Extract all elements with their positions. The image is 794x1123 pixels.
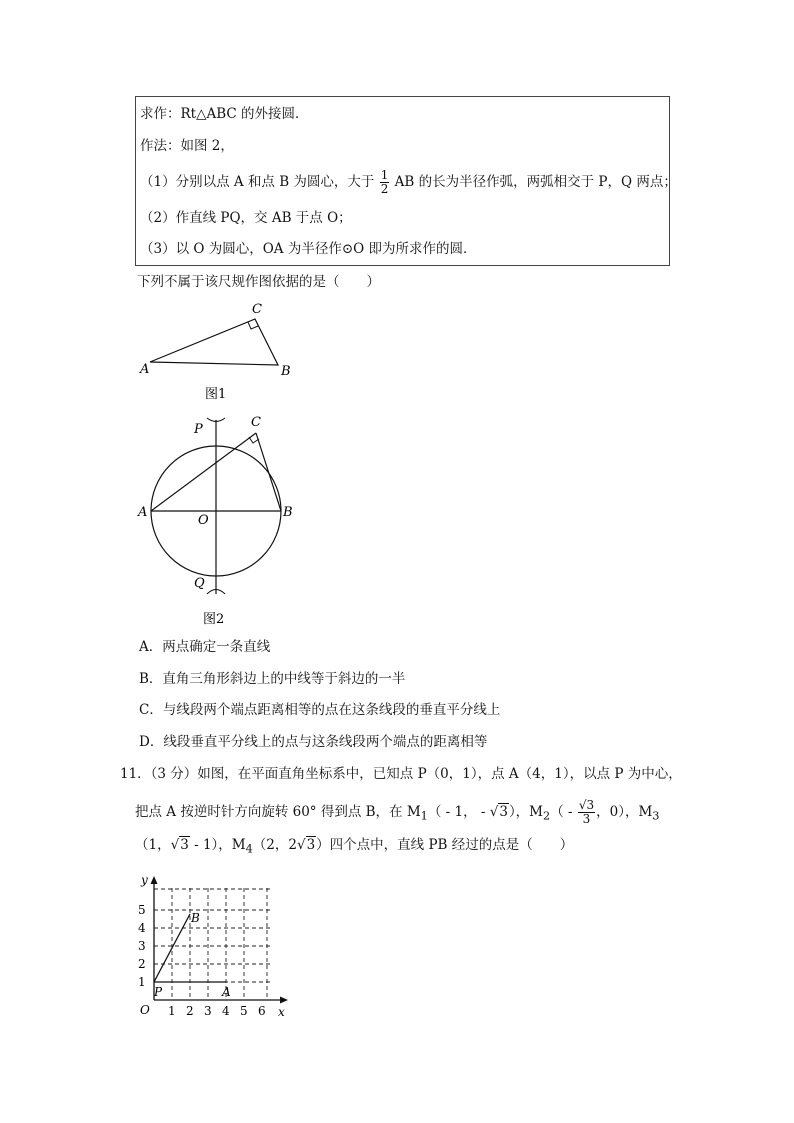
fraction-numerator: 1 xyxy=(380,168,389,182)
dashed-grid xyxy=(154,888,270,1000)
label-o: O xyxy=(198,513,209,528)
box-line-3-part-b: AB 的长为半径作弧，两弧相交于 P，Q 两点； xyxy=(394,174,677,190)
question-10-prompt: 下列不属于该尺规作图依据的是（ ） xyxy=(137,274,380,290)
option-b: B．直角三角形斜边上的中线等于斜边的一半 xyxy=(139,671,406,687)
figure-1 xyxy=(135,300,305,405)
figure-1-caption: 图1 xyxy=(205,387,227,402)
figure-2 xyxy=(135,412,305,632)
subscript: 1 xyxy=(420,809,428,823)
x-axis-label: x xyxy=(278,1005,285,1019)
label-p: P xyxy=(194,422,203,437)
label-c: C xyxy=(251,415,261,430)
point-p-label: P xyxy=(154,985,163,999)
q11-text: 把点 A 按逆时针方向旋转 60° 得到点 B，在 M xyxy=(135,804,421,820)
box-line-1: 求作：Rt△ABC 的外接圆． xyxy=(140,106,309,122)
box-line-3-part-a: （1）分别以点 A 和点 B 为圆心，大于 xyxy=(140,174,375,190)
y-tick-3: 3 xyxy=(138,939,146,953)
y-tick-2: 2 xyxy=(138,957,146,971)
q11-text: （1， xyxy=(135,837,171,853)
option-d: D．线段垂直平分线上的点与这条线段两个端点的距离相等 xyxy=(139,734,488,750)
question-11-line-2: 把点 A 按逆时针方向旋转 60° 得到点 B，在 $M_1( - 1$， - √3），$M_2$（ - $\frac{√3}{3}$ ，0），$M_3$ xyxy=(135,798,660,826)
fraction-denominator: 2 xyxy=(380,182,389,196)
fraction-numerator: √3 xyxy=(578,798,595,812)
subscript: 2 xyxy=(543,809,551,823)
option-c: C．与线段两个端点距离相等的点在这条线段的垂直平分线上 xyxy=(139,702,501,718)
arc-p xyxy=(207,418,225,422)
x-tick-6: 6 xyxy=(258,1004,266,1018)
box-line-2: 作法：如图 2， xyxy=(140,138,234,154)
label-a: A xyxy=(138,505,148,520)
label-b: B xyxy=(283,505,293,520)
x-tick-3: 3 xyxy=(204,1004,212,1018)
q11-text: （ - 1， - xyxy=(427,804,490,820)
y-tick-4: 4 xyxy=(138,921,146,935)
fraction-denominator: 3 xyxy=(582,812,591,826)
y-tick-5: 5 xyxy=(138,903,146,917)
origin-label: O xyxy=(140,1003,150,1017)
q11-text: - 1），M xyxy=(189,837,246,853)
sqrt-radicand: 3 xyxy=(499,804,508,820)
segment-ac xyxy=(151,433,256,511)
q11-text: ）四个点中，直线 PB 经过的点是（ ） xyxy=(316,837,574,853)
subscript: 3 xyxy=(652,809,660,823)
label-b: B xyxy=(281,364,291,379)
figure-2-caption: 图2 xyxy=(203,612,225,627)
x-axis-arrow xyxy=(280,997,288,1004)
q11-text: （2，2 xyxy=(252,837,297,853)
box-line-5: （3）以 O 为圆心，OA 为半径作⊙O 即为所求作的圆． xyxy=(140,241,477,257)
box-line-4: （2）作直线 PQ，交 AB 于点 O； xyxy=(140,210,352,226)
fraction-half xyxy=(380,169,390,196)
sqrt-radicand: 3 xyxy=(306,837,316,853)
fraction-sqrt3-over-3 xyxy=(578,799,595,826)
x-tick-5: 5 xyxy=(240,1004,248,1018)
question-11-line-1: 11．（3 分）如图，在平面直角坐标系中，已知点 P（0，1），点 A（4，1），以点 P 为中心， xyxy=(120,766,682,782)
construction-box xyxy=(135,96,677,266)
box-line-3 xyxy=(140,169,677,196)
point-a-label: A xyxy=(222,985,231,999)
x-tick-1: 1 xyxy=(168,1004,176,1018)
question-11-line-3: （1，√3 - 1），$M_4(2$，2√3）四个点中，直线 PB 经过的点是（ ） xyxy=(135,837,574,856)
q11-text: （ - xyxy=(550,804,577,820)
x-tick-2: 2 xyxy=(186,1004,194,1018)
q11-text: ，0），M xyxy=(596,804,653,820)
label-c: C xyxy=(252,302,262,317)
sqrt-radicand: 3 xyxy=(180,837,189,853)
q11-text: ），M xyxy=(508,804,544,820)
y-axis-arrow xyxy=(151,876,158,884)
coordinate-graph xyxy=(132,870,292,1020)
option-a: A．两点确定一条直线 xyxy=(139,639,271,655)
subscript: 4 xyxy=(245,842,253,856)
point-b-label: B xyxy=(191,911,200,925)
label-q: Q xyxy=(194,576,205,591)
triangle-abc xyxy=(150,319,278,365)
x-tick-4: 4 xyxy=(222,1004,230,1018)
label-a: A xyxy=(140,362,150,377)
y-axis-label: y xyxy=(141,873,148,887)
segment-cb xyxy=(256,433,281,511)
y-tick-1: 1 xyxy=(138,975,146,989)
